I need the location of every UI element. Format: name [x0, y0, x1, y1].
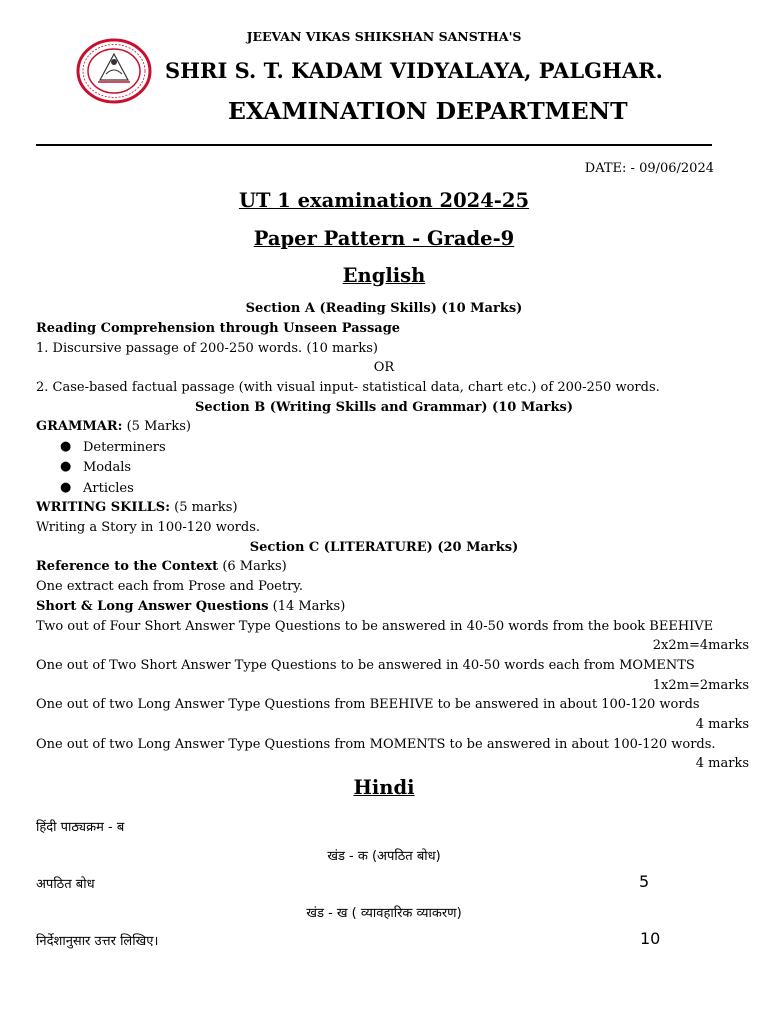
section-b-heading: Section B (Writing Skills and Grammar) (10 Marks): [195, 400, 573, 415]
nirdesh-marks: 10: [640, 929, 661, 948]
bullet-icon: ●: [60, 480, 72, 495]
question-3: One out of two Long Answer Type Questions from BEEHIVE to be answered in about 100-120 words: [36, 697, 700, 712]
writing-line: [36, 500, 238, 515]
or-label: OR: [373, 360, 395, 375]
question-4: One out of two Long Answer Type Questions from MOMENTS to be answered in about 100-120 words.: [36, 737, 716, 752]
section-a-heading: Section A (Reading Skills) (10 Marks): [245, 301, 523, 316]
writing-marks: (5 marks): [170, 500, 238, 515]
pattern-title: Paper Pattern - Grade-9: [253, 227, 515, 250]
reading-option-1: 1. Discursive passage of 200-250 words. (10 marks): [36, 341, 378, 356]
department-title: EXAMINATION DEPARTMENT: [228, 97, 628, 125]
grammar-item: Determiners: [83, 440, 166, 455]
khand-kha-heading: खंड - ख ( व्यावहारिक व्याकरण): [306, 906, 462, 921]
question-1-marks: 2x2m=4marks: [652, 638, 749, 653]
question-1: Two out of Four Short Answer Type Questions to be answered in 40-50 words from the book BEEHIVE: [36, 619, 714, 634]
reading-heading: Reading Comprehension through Unseen Passage: [36, 321, 401, 336]
grammar-item: Articles: [83, 481, 134, 496]
ref-text: One extract each from Prose and Poetry.: [36, 579, 304, 594]
grammar-item: Modals: [83, 460, 132, 475]
grammar-marks: (5 Marks): [122, 419, 191, 434]
question-3-marks: 4 marks: [695, 717, 749, 732]
english-heading: English: [342, 264, 426, 287]
writing-label: WRITING SKILLS:: [36, 500, 170, 515]
grammar-label: GRAMMAR:: [36, 419, 123, 434]
section-c-heading: Section C (LITERATURE) (20 Marks): [249, 540, 519, 555]
writing-text: Writing a Story in 100-120 words.: [36, 520, 260, 535]
sla-label: Short & Long Answer Questions: [36, 599, 269, 614]
ref-marks: (6 Marks): [218, 559, 287, 574]
question-2-marks: 1x2m=2marks: [652, 678, 749, 693]
question-2: One out of Two Short Answer Type Questions to be answered in 40-50 words each from MOMENTS: [36, 658, 695, 673]
grammar-line: [36, 419, 191, 434]
org-name: JEEVAN VIKAS SHIKSHAN SANSTHA'S: [246, 29, 522, 44]
header-divider: [36, 144, 712, 146]
apathit-label: अपठित बोध: [36, 877, 95, 892]
ref-label: Reference to the Context: [36, 559, 219, 574]
apathit-marks: 5: [639, 872, 650, 891]
sla-marks: (14 Marks): [268, 599, 346, 614]
hindi-heading: Hindi: [353, 776, 415, 799]
ref-line: [36, 559, 287, 574]
school-logo: [76, 38, 152, 104]
hindi-syllabus: हिंदी पाठ्यक्रम - ब: [36, 820, 125, 835]
bullet-icon: ●: [60, 459, 72, 474]
bullet-icon: ●: [60, 439, 72, 454]
exam-date: DATE: - 09/06/2024: [584, 161, 714, 176]
sla-line: [36, 599, 345, 614]
question-4-marks: 4 marks: [695, 756, 749, 771]
reading-option-2: 2. Case-based factual passage (with visual input- statistical data, chart etc.) of 200-250 words.: [36, 380, 660, 395]
exam-title: UT 1 examination 2024-25: [238, 189, 530, 212]
khand-ka-heading: खंड - क (अपठित बोध): [327, 849, 441, 864]
nirdesh-label: निर्देशानुसार उत्तर लिखिए।: [36, 934, 159, 949]
school-name: SHRI S. T. KADAM VIDYALAYA, PALGHAR.: [165, 58, 663, 83]
